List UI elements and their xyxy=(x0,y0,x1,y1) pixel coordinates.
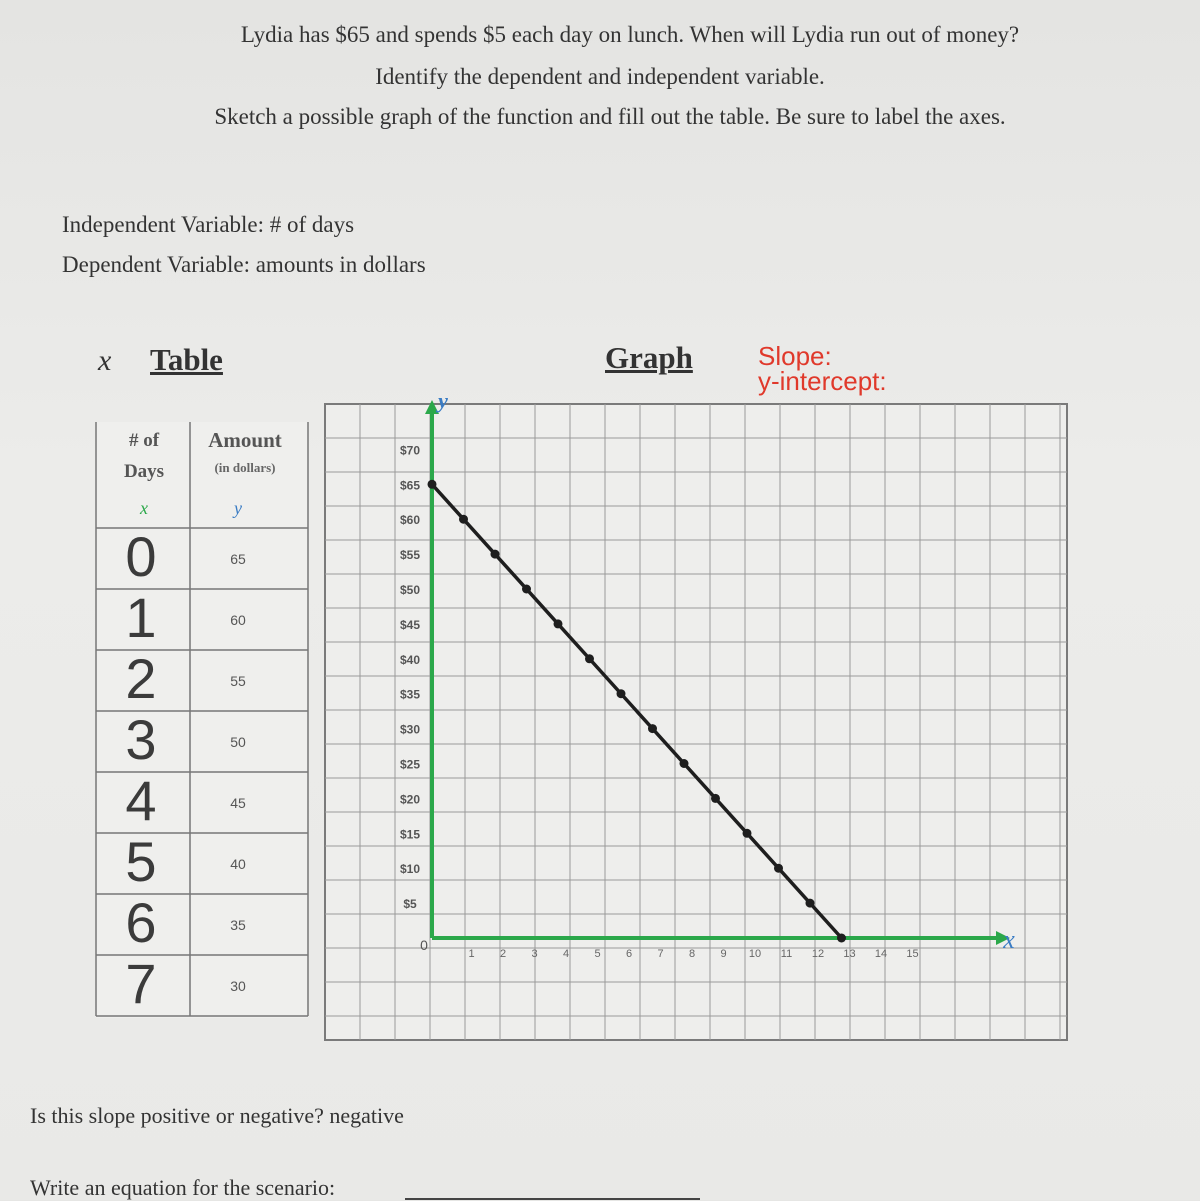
data-point xyxy=(522,585,531,594)
table-cell-days: 2 xyxy=(125,647,157,710)
table-cell-days: 3 xyxy=(125,708,157,771)
x-tick-label: 7 xyxy=(657,948,664,960)
x-tick-label: 11 xyxy=(780,948,793,960)
y-tick-label: $60 xyxy=(399,513,421,528)
data-point xyxy=(585,654,594,663)
origin-label: 0 xyxy=(420,937,428,953)
data-point xyxy=(617,689,626,698)
y-tick-label: $40 xyxy=(399,652,421,667)
equation-prompt: Write an equation for the scenario: xyxy=(30,1175,336,1200)
y-tick-label: $55 xyxy=(399,548,421,563)
table-cell-amount: 55 xyxy=(230,673,246,689)
x-tick-label: 13 xyxy=(843,948,856,960)
data-point xyxy=(459,515,468,524)
table-cell-days: 0 xyxy=(125,525,157,588)
data-point xyxy=(743,829,752,838)
y-tick-label: $20 xyxy=(399,792,421,807)
x-tick-label: 3 xyxy=(531,948,538,960)
xy-table xyxy=(96,422,308,1018)
dependent-variable-answer: Dependent Variable: amounts in dollars xyxy=(62,252,426,277)
days-header-line1: # of xyxy=(128,430,160,451)
table-cell-days: 7 xyxy=(125,952,157,1015)
y-tick-label: $65 xyxy=(399,478,421,493)
data-point xyxy=(774,864,783,873)
x-tick-label: 14 xyxy=(874,948,888,960)
x-tick-label: 15 xyxy=(906,948,919,960)
instruction-sketch-graph: Sketch a possible graph of the function and fill out the table. Be sure to label the axes. xyxy=(214,104,1006,129)
y-tick-label: $35 xyxy=(399,687,421,702)
amount-y-symbol: y xyxy=(234,498,242,518)
x-tick-label: 8 xyxy=(688,948,696,960)
days-x-symbol: x xyxy=(140,498,148,518)
table-cell-amount: 45 xyxy=(230,795,246,811)
x-tick-label: 6 xyxy=(625,948,633,960)
data-point xyxy=(680,759,689,768)
data-point xyxy=(806,899,815,908)
y-tick-label: $50 xyxy=(399,583,421,597)
data-point xyxy=(428,480,437,489)
y-tick-label: $15 xyxy=(399,827,421,842)
amount-header-line1: Amount xyxy=(208,428,282,452)
slope-sign-question: Is this slope positive or negative? negative xyxy=(30,1103,404,1128)
y-tick-label: $5 xyxy=(403,897,417,912)
data-point xyxy=(837,934,846,943)
table-cell-amount: 35 xyxy=(230,917,246,933)
table-cell-amount: 65 xyxy=(230,551,246,567)
x-tick-label: 5 xyxy=(594,948,601,960)
y-tick-label: $30 xyxy=(399,722,421,737)
data-point xyxy=(648,724,657,733)
slope-label: Slope: xyxy=(758,341,832,371)
instruction-identify-variables: Identify the dependent and independent variable. xyxy=(375,64,825,89)
x-tick-label: 1 xyxy=(468,948,475,960)
y-intercept-label: y-intercept: xyxy=(758,366,887,396)
y-tick-label: $10 xyxy=(399,862,421,877)
table-cell-amount: 40 xyxy=(230,856,246,872)
y-tick-label: $70 xyxy=(399,443,421,458)
days-header-line2: Days xyxy=(123,461,165,482)
graph-heading: Graph xyxy=(605,340,693,375)
data-point xyxy=(491,550,500,559)
independent-variable-answer: Independent Variable: # of days xyxy=(62,212,355,237)
table-cell-amount: 30 xyxy=(230,978,246,994)
data-point xyxy=(711,794,720,803)
table-cell-days: 4 xyxy=(125,769,157,832)
table-heading: Table xyxy=(150,342,223,377)
x-tick-label: 9 xyxy=(720,948,727,960)
y-axis-symbol: y xyxy=(438,388,448,413)
problem-statement: Lydia has $65 and spends $5 each day on lunch. When will Lydia run out of money? xyxy=(240,22,1020,47)
coordinate-graph xyxy=(325,388,1067,1040)
x-tick-label: 4 xyxy=(562,948,570,960)
table-x-mark: x xyxy=(98,344,112,377)
x-tick-label: 10 xyxy=(748,948,762,960)
amount-header-line2: (in dollars) xyxy=(214,460,276,475)
table-cell-amount: 60 xyxy=(230,612,246,628)
table-cell-days: 5 xyxy=(125,830,157,893)
table-cell-days: 1 xyxy=(125,586,157,649)
table-cell-days: 6 xyxy=(125,891,157,954)
data-point xyxy=(554,619,563,628)
y-tick-label: $45 xyxy=(399,617,421,632)
x-tick-label: 2 xyxy=(499,948,507,960)
y-tick-label: $25 xyxy=(399,757,421,772)
table-cell-amount: 50 xyxy=(230,734,246,750)
x-axis-symbol: x xyxy=(1003,925,1015,954)
x-tick-label: 12 xyxy=(811,948,825,960)
